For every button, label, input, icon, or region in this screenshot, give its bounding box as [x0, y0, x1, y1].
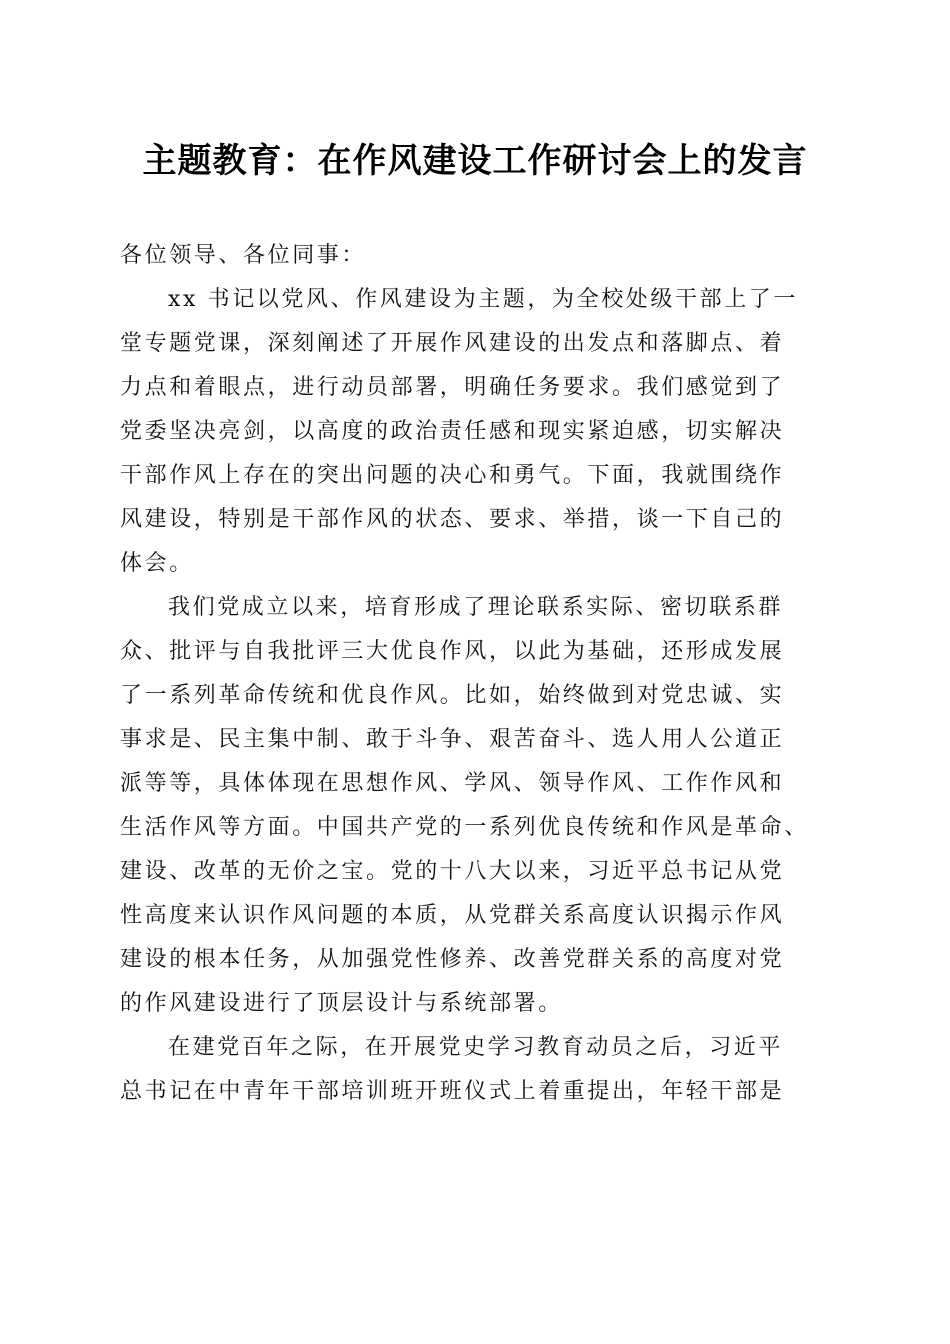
paragraph-line: 众、批评与自我批评三大优良作风，以此为基础，还形成发展 — [120, 639, 785, 664]
paragraph-line: 建设的根本任务，从加强党性修养、改善党群关系的高度对党 — [120, 947, 785, 972]
paragraph-line: 总书记在中青年干部培训班开班仪式上着重提出，年轻干部是 — [120, 1079, 785, 1104]
paragraph-line: 性高度来认识作风问题的本质，从党群关系高度认识揭示作风 — [120, 903, 785, 928]
paragraph-line: 派等等，具体体现在思想作风、学风、领导作风、工作作风和 — [120, 771, 785, 796]
paragraph-line: 在建党百年之际，在开展党史学习教育动员之后，习近平 — [168, 1035, 784, 1060]
document-body — [120, 234, 840, 1114]
paragraph-line: 干部作风上存在的突出问题的决心和勇气。下面，我就围绕作 — [120, 463, 785, 488]
paragraph-line: 风建设，特别是干部作风的状态、要求、举措，谈一下自己的 — [120, 507, 785, 532]
paragraph-line: 党委坚决亮剑，以高度的政治责任感和现实紧迫感，切实解决 — [120, 419, 785, 444]
paragraph-2 — [120, 586, 840, 1026]
paragraph-line: 力点和着眼点，进行动员部署，明确任务要求。我们感觉到了 — [120, 375, 785, 400]
salutation: 各位领导、各位同事： — [120, 243, 367, 268]
paragraph-line: 堂专题党课，深刻阐述了开展作风建设的出发点和落脚点、着 — [120, 331, 785, 356]
paragraph-line: 体会。 — [120, 551, 194, 576]
paragraph-1 — [120, 278, 840, 586]
paragraph-line: 我们党成立以来，培育形成了理论联系实际、密切联系群 — [168, 595, 784, 620]
paragraph-3 — [120, 1026, 840, 1114]
paragraph-line: 的作风建设进行了顶层设计与系统部署。 — [120, 991, 563, 1016]
paragraph-line: 了一系列革命传统和优良作风。比如，始终做到对党忠诚、实 — [120, 683, 785, 708]
paragraph-line: 事求是、民主集中制、敢于斗争、艰苦奋斗、选人用人公道正 — [120, 727, 785, 752]
paragraph-line: xx 书记以党风、作风建设为主题，为全校处级干部上了一 — [168, 287, 799, 312]
document-title: 主题教育：在作风建设工作研讨会上的发言 — [142, 141, 808, 181]
paragraph-line: 建设、改革的无价之宝。党的十八大以来，习近平总书记从党 — [120, 859, 785, 884]
paragraph-line: 生活作风等方面。中国共产党的一系列优良传统和作风是革命、 — [120, 815, 809, 840]
